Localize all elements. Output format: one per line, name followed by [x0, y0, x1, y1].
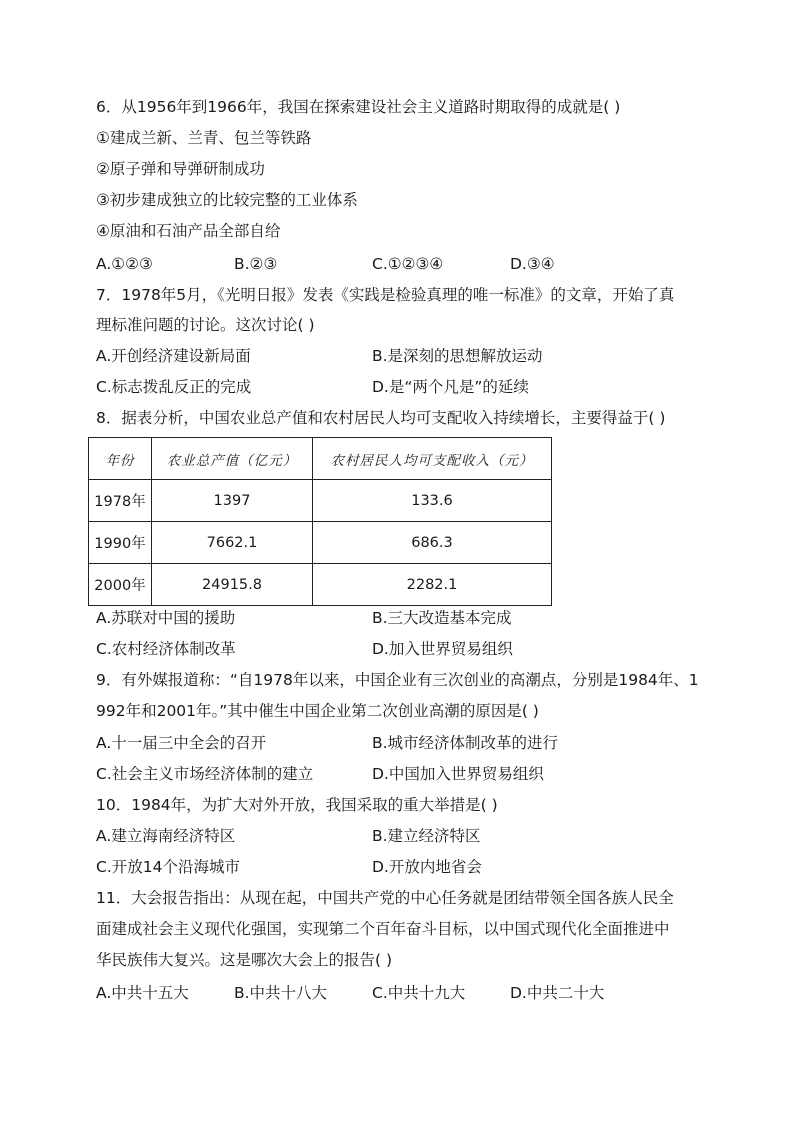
- q6-item-3: ③初步建成独立的比较完整的工业体系: [96, 191, 358, 209]
- q11-stem-line2: 面建成社会主义现代化强国，实现第二个百年奋斗目标，以中国式现代化全面推进中: [96, 920, 670, 938]
- q6-option-c: C.①②③④: [372, 255, 444, 273]
- q6-option-b: B.②③: [234, 255, 278, 273]
- q11-option-c: C.中共十九大: [372, 984, 466, 1002]
- q10-option-d: D.开放内地省会: [372, 858, 482, 876]
- q10-stem: 10．1984年，为扩大对外开放，我国采取的重大举措是( ): [96, 796, 498, 814]
- q7-stem-line2: 理标准问题的讨论。这次讨论( ): [96, 316, 315, 334]
- table-header-year: 年份: [89, 438, 152, 480]
- q6-item-1: ①建成兰新、兰青、包兰等铁路: [96, 129, 312, 147]
- q8-option-c: C.农村经济体制改革: [96, 640, 236, 658]
- table-row: [89, 522, 552, 564]
- table-cell-year: 1978年: [89, 480, 152, 522]
- table-header-row: [89, 438, 552, 480]
- table-row: [89, 480, 552, 522]
- q10-option-a: A.建立海南经济特区: [96, 827, 236, 845]
- table-header-income: 农村居民人均可支配收入（元）: [313, 438, 552, 480]
- q11-option-a: A.中共十五大: [96, 984, 189, 1002]
- q8-option-d: D.加入世界贸易组织: [372, 640, 513, 658]
- q8-option-a: A.苏联对中国的援助: [96, 609, 236, 627]
- q6-stem: 6．从1956年到1966年，我国在探索建设社会主义道路时期取得的成就是( ): [96, 98, 621, 116]
- q7-option-a: A.开创经济建设新局面: [96, 347, 251, 365]
- q8-stem: 8．据表分析，中国农业总产值和农村居民人均可支配收入持续增长，主要得益于( ): [96, 409, 666, 427]
- q6-item-4: ④原油和石油产品全部自给: [96, 222, 281, 240]
- q7-stem-line1: 7．1978年5月，《光明日报》发表《实践是检验真理的唯一标准》的文章，开始了真: [96, 286, 675, 304]
- table-cell-output: 7662.1: [152, 522, 313, 564]
- q6-option-d: D.③④: [510, 255, 555, 273]
- table-cell-year: 1990年: [89, 522, 152, 564]
- q7-option-d: D.是“两个凡是”的延续: [372, 378, 529, 396]
- q8-data-table: [88, 437, 552, 606]
- q9-stem-line1: 9．有外媒报道称：“自1978年以来，中国企业有三次创业的高潮点，分别是1984年、1: [96, 671, 699, 689]
- q10-option-b: B.建立经济特区: [372, 827, 481, 845]
- q9-option-d: D.中国加入世界贸易组织: [372, 765, 544, 783]
- q11-stem-line3: 华民族伟大复兴。这是哪次大会上的报告( ): [96, 951, 393, 969]
- q9-option-a: A.十一届三中全会的召开: [96, 734, 267, 752]
- table-header-output: 农业总产值（亿元）: [152, 438, 313, 480]
- table-cell-output: 1397: [152, 480, 313, 522]
- q9-option-c: C.社会主义市场经济体制的建立: [96, 765, 314, 783]
- table-cell-income: 2282.1: [313, 564, 552, 606]
- table-cell-income: 133.6: [313, 480, 552, 522]
- q8-option-b: B.三大改造基本完成: [372, 609, 512, 627]
- table-cell-income: 686.3: [313, 522, 552, 564]
- q6-item-2: ②原子弹和导弹研制成功: [96, 160, 265, 178]
- q10-option-c: C.开放14个沿海城市: [96, 858, 240, 876]
- q11-option-b: B.中共十八大: [234, 984, 328, 1002]
- q6-option-a: A.①②③: [96, 255, 153, 273]
- q11-stem-line1: 11．大会报告指出：从现在起，中国共产党的中心任务就是团结带领全国各族人民全: [96, 889, 674, 907]
- table-cell-year: 2000年: [89, 564, 152, 606]
- q9-stem-line2: 992年和2001年。”其中催生中国企业第二次创业高潮的原因是( ): [96, 702, 539, 720]
- q9-option-b: B.城市经济体制改革的进行: [372, 734, 559, 752]
- table-row: [89, 564, 552, 606]
- table-cell-output: 24915.8: [152, 564, 313, 606]
- q7-option-c: C.标志拨乱反正的完成: [96, 378, 252, 396]
- q11-option-d: D.中共二十大: [510, 984, 605, 1002]
- q7-option-b: B.是深刻的思想解放运动: [372, 347, 543, 365]
